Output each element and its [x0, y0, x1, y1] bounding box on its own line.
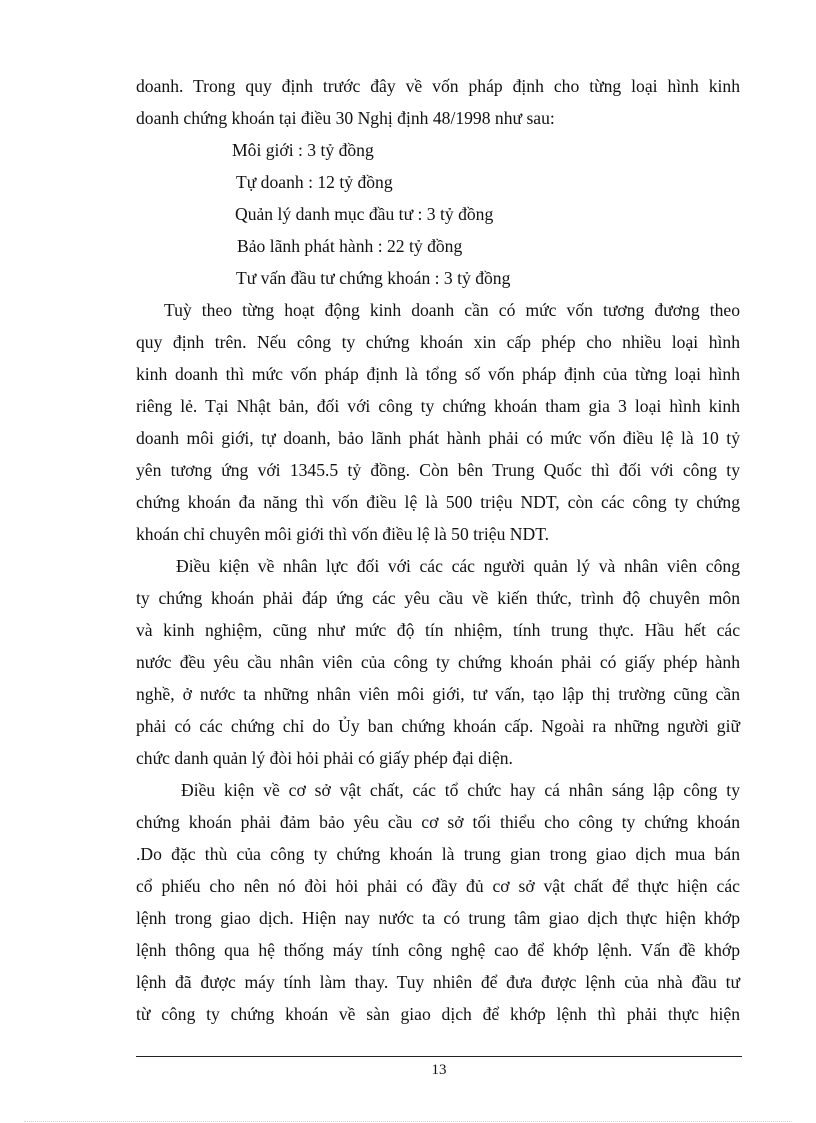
text-line: ty chứng khoán phải đáp ứng các yêu cầu về kiến thức, trình độ chuyên môn — [136, 588, 740, 608]
capital-list-item: Quản lý danh mục đầu tư : 3 tỷ đồng — [235, 204, 494, 224]
text-line: nước đều yêu cầu nhân viên của công ty chứng khoán phải có giấy phép hành — [136, 652, 740, 672]
text-line: Điều kiện về nhân lực đối với các các người quản lý và nhân viên công — [176, 556, 740, 576]
capital-list-item: Môi giới : 3 tỷ đồng — [232, 140, 374, 160]
text-line: từ công ty chứng khoán về sàn giao dịch để khớp lệnh thì phải thực hiện — [136, 1004, 740, 1024]
text-line: lệnh đã được máy tính làm thay. Tuy nhiên để đưa được lệnh của nhà đầu tư — [136, 972, 740, 992]
text-line: và kinh nghiệm, cũng như mức độ tín nhiệm, tính trung thực. Hầu hết các — [136, 620, 740, 640]
page-number: 13 — [431, 1062, 447, 1078]
text-line: doanh. Trong quy định trước đây về vốn pháp định cho từng loại hình kinh — [136, 76, 740, 96]
text-line: chứng khoán phải đảm bảo yêu cầu cơ sở tối thiểu cho công ty chứng khoán — [136, 812, 740, 832]
text-line: Tuỳ theo từng hoạt động kinh doanh cần có mức vốn tương đương theo — [164, 300, 740, 320]
text-line: lệnh trong giao dịch. Hiện nay nước ta có trung tâm giao dịch thực hiện khớp — [136, 908, 740, 928]
page-bottom-border — [24, 1121, 792, 1122]
document-body — [136, 70, 740, 1030]
capital-list-item: Tự doanh : 12 tỷ đồng — [236, 172, 393, 192]
text-line: khoán chỉ chuyên môi giới thì vốn điều lệ là 50 triệu NDT. — [136, 524, 550, 544]
text-line: riêng lẻ. Tại Nhật bản, đối với công ty chứng khoán tham gia 3 loại hình kinh — [136, 396, 740, 416]
text-line: Điều kiện về cơ sở vật chất, các tổ chức hay cá nhân sáng lập công ty — [181, 780, 740, 800]
text-line: yên tương ứng với 1345.5 tỷ đồng. Còn bên Trung Quốc thì đối với công ty — [136, 460, 740, 480]
text-line: doanh môi giới, tự doanh, bảo lãnh phát hành phải có mức vốn điều lệ là 10 tỷ — [136, 428, 740, 448]
text-line: chức danh quản lý đòi hỏi phải có giấy phép đại diện. — [136, 748, 513, 768]
text-line: .Do đặc thù của công ty chứng khoán là trung gian trong giao dịch mua bán — [136, 844, 740, 864]
capital-list-item: Tư vấn đầu tư chứng khoán : 3 tỷ đồng — [236, 268, 511, 288]
text-line: nghề, ở nước ta những nhân viên môi giới, tư vấn, tạo lập thị trường cũng cần — [136, 684, 740, 704]
text-line: cổ phiếu cho nên nó đòi hỏi phải có đầy đủ cơ sở vật chất để thực hiện các — [136, 876, 740, 896]
text-line: quy định trên. Nếu công ty chứng khoán xin cấp phép cho nhiều loại hình — [136, 332, 740, 352]
text-line: chứng khoán đa năng thì vốn điều lệ là 500 triệu NDT, còn các công ty chứng — [136, 492, 740, 512]
text-line: phải có các chứng chỉ do Ủy ban chứng khoán cấp. Ngoài ra những người giữ — [136, 716, 740, 736]
text-line: lệnh thông qua hệ thống máy tính công nghệ cao để khớp lệnh. Vấn đề khớp — [136, 940, 740, 960]
text-line: kinh doanh thì mức vốn pháp định là tổng số vốn pháp định của từng loại hình — [136, 364, 740, 384]
footer-rule — [136, 1056, 742, 1057]
capital-list-item: Bảo lãnh phát hành : 22 tỷ đồng — [237, 236, 463, 256]
text-line: doanh chứng khoán tại điều 30 Nghị định 48/1998 như sau: — [136, 108, 555, 128]
